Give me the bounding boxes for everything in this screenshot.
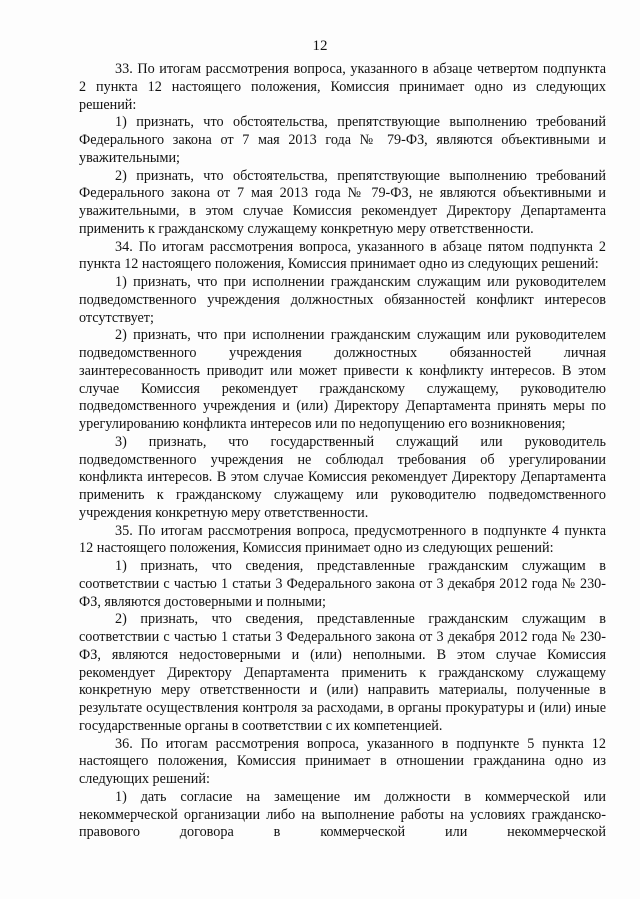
paragraph-33-item-2: 2) признать, что обстоятельства, препятствующие выполнению требований Федерального закона от 7 мая 2013 года № 79-ФЗ, не являются объективными и уважительными, в этом случае Комиссия рекомендует Директору Департамента применить к гражданскому служащему конкретную меру ответственности. [79, 167, 606, 237]
document-body [79, 61, 606, 842]
paragraph-34: 34. По итогам рассмотрения вопроса, указанного в абзаце пятом подпункта 2 пункта 12 настоящего положения, Комиссия принимает одно из следующих решений: [79, 238, 606, 273]
paragraph-33-item-1: 1) признать, что обстоятельства, препятствующие выполнению требований Федерального закона от 7 мая 2013 года № 79-ФЗ, являются объективными и уважительными; [79, 114, 606, 166]
page-number: 12 [312, 38, 328, 54]
paragraph-33: 33. По итогам рассмотрения вопроса, указанного в абзаце четвертом подпункта 2 пункта 12 настоящего положения, Комиссия принимает одно из следующих решений: [79, 61, 606, 113]
paragraph-34-item-1: 1) признать, что при исполнении гражданским служащим или руководителем подведомственного учреждения должностных обязанностей конфликт интересов отсутствует; [79, 274, 606, 326]
paragraph-35-item-2: 2) признать, что сведения, представленные гражданским служащим в соответствии с частью 1 статьи 3 Федерального закона от 3 декабря 2012 года № 230-ФЗ, являются недостоверными и (или) неполными. В этом случае Комиссия рекомендует Директору Департамента применить к гражданскому служащему конкретную меру ответственности и (или) направить материалы, полученные в результате осуществления контроля за расходами, в органы прокуратуры и (или) иные государственные органы в соответствии с их компетенцией. [79, 611, 606, 734]
paragraph-34-item-3: 3) признать, что государственный служащий или руководитель подведомственного учреждения не соблюдал требования об урегулировании конфликта интересов. В этом случае Комиссия рекомендует Директору Департамента применить к гражданскому служащему или руководителю подведомственного учреждения конкретную меру ответственности. [79, 433, 606, 521]
paragraph-36-item-1: 1) дать согласие на замещение им должности в коммерческой или некоммерческой организации либо на выполнение работы на условиях гражданско-правового договора в коммерческой или некоммерческой [79, 788, 606, 841]
paragraph-35-item-1: 1) признать, что сведения, представленные гражданским служащим в соответствии с частью 1 статьи 3 Федерального закона от 3 декабря 2012 года № 230-ФЗ, являются достоверными и полными; [79, 558, 606, 610]
paragraph-34-item-2: 2) признать, что при исполнении гражданским служащим или руководителем подведомственного учреждения должностных обязанностей личная заинтересованность приводит или может привести к конфликту интересов. В этом случае Комиссия рекомендует гражданскому служащему, руководителю подведомственного учреждения и (или) Директору Департамента принять меры по урегулированию конфликта интересов или по недопущению его возникновения; [79, 327, 606, 432]
paragraph-35: 35. По итогам рассмотрения вопроса, предусмотренного в подпункте 4 пункта 12 настоящего положения, Комиссия принимает одно из следующих решений: [79, 522, 606, 557]
paragraph-36: 36. По итогам рассмотрения вопроса, указанного в подпункте 5 пункта 12 настоящего положения, Комиссия принимает в отношении гражданина одно из следующих решений: [79, 735, 606, 787]
